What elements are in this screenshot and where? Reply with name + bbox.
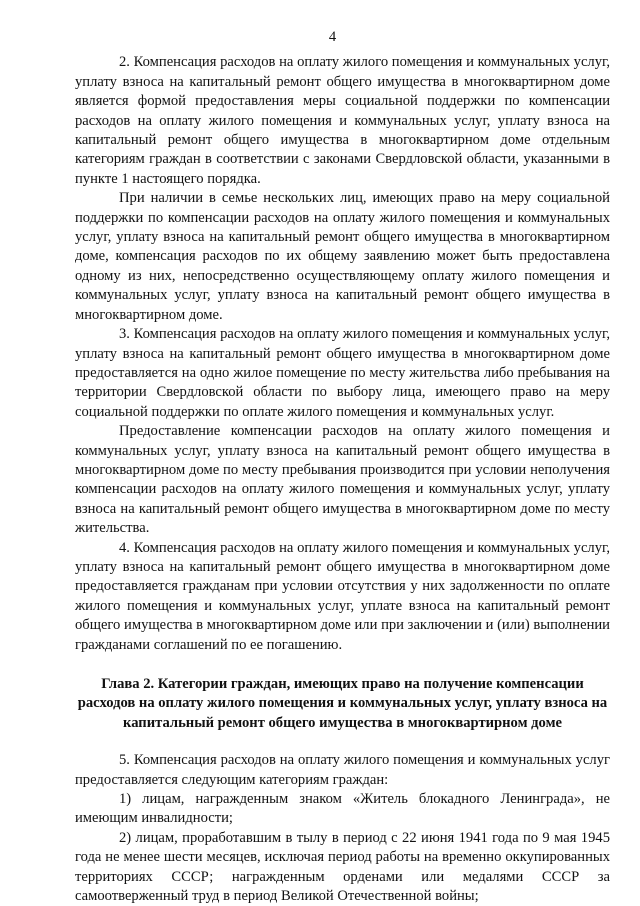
page-number: 4: [328, 29, 337, 45]
chapter-heading: Глава 2. Категории граждан, имеющих право на получение компенсации расходов на оплату жилого помещения и коммунальных услуг, уплату взноса на капитальный ремонт общего имущества в многоквартирном доме: [77, 676, 608, 731]
paragraph-item-4: 4. Компенсация расходов на оплату жилого помещения и коммунальных услуг, уплату взноса на капитальный ремонт общего имущества в многоквартирном доме предоставляется гражданам при условии отсутствия у них задолженности по оплате жилого помещения и коммунальных услуг, уплате взноса на капитальный ремонт общего имущества в многоквартирном доме или при заключении и (или) выполнении гражданами соглашений по ее погашению.: [75, 539, 610, 653]
paragraph-place-of-stay: Предоставление компенсации расходов на оплату жилого помещения и коммунальных услуг, уплату взноса на капитальный ремонт общего имущества в многоквартирном доме по месту пребывания производится при условии неполучения компенсации расходов на оплату жилого помещения и коммунальных услуг, уплату взноса на капитальный ремонт общего имущества в многоквартирном доме по месту жительства.: [75, 423, 610, 537]
list-item-1: 1) лицам, награжденным знаком «Житель блокадного Ленинграда», не имеющим инвалидности;: [75, 791, 610, 827]
paragraph-family-members: При наличии в семье нескольких лиц, имеющих право на меру социальной поддержки по компенсации расходов на оплату жилого помещения и коммунальных услуг, уплату взноса на капитальный ремонт общего имущества в многоквартирном доме, компенсация расходов по их общему заявлению может быть предоставлена одному из них, непосредственно осуществляющему оплату жилого помещения и коммунальных услуг, уплату взноса на капитальный ремонт общего имущества в многоквартирном доме.: [75, 190, 610, 323]
paragraph-item-2: 2. Компенсация расходов на оплату жилого помещения и коммунальных услуг, уплату взноса на капитальный ремонт общего имущества в многоквартирном доме является формой предоставления меры социальной поддержки по компенсации расходов на оплату жилого помещения и коммунальных услуг, уплату взноса на капитальный ремонт общего имущества в многоквартирном доме отдельным категориям граждан в соответствии с законами Свердловской области, указанными в пункте 1 настоящего порядка.: [75, 54, 610, 187]
paragraph-item-3: 3. Компенсация расходов на оплату жилого помещения и коммунальных услуг, уплату взноса на капитальный ремонт общего имущества в многоквартирном доме предоставляется на одно жилое помещение по месту жительства либо пребывания на территории Свердловской области по выбору лица, имеющего право на меру социальной поддержки по оплате жилого помещения и коммунальных услуг.: [75, 326, 610, 420]
list-item-2: 2) лицам, проработавшим в тылу в период с 22 июня 1941 года по 9 мая 1945 года не менее шести месяцев, исключая период работы на временно оккупированных территориях СССР; награжденным орденами или медалями СССР за самоотверженный труд в период Великой Отечественной войны;: [75, 829, 610, 905]
paragraph-item-5: 5. Компенсация расходов на оплату жилого помещения и коммунальных услуг предоставляется следующим категориям граждан:: [75, 752, 610, 788]
